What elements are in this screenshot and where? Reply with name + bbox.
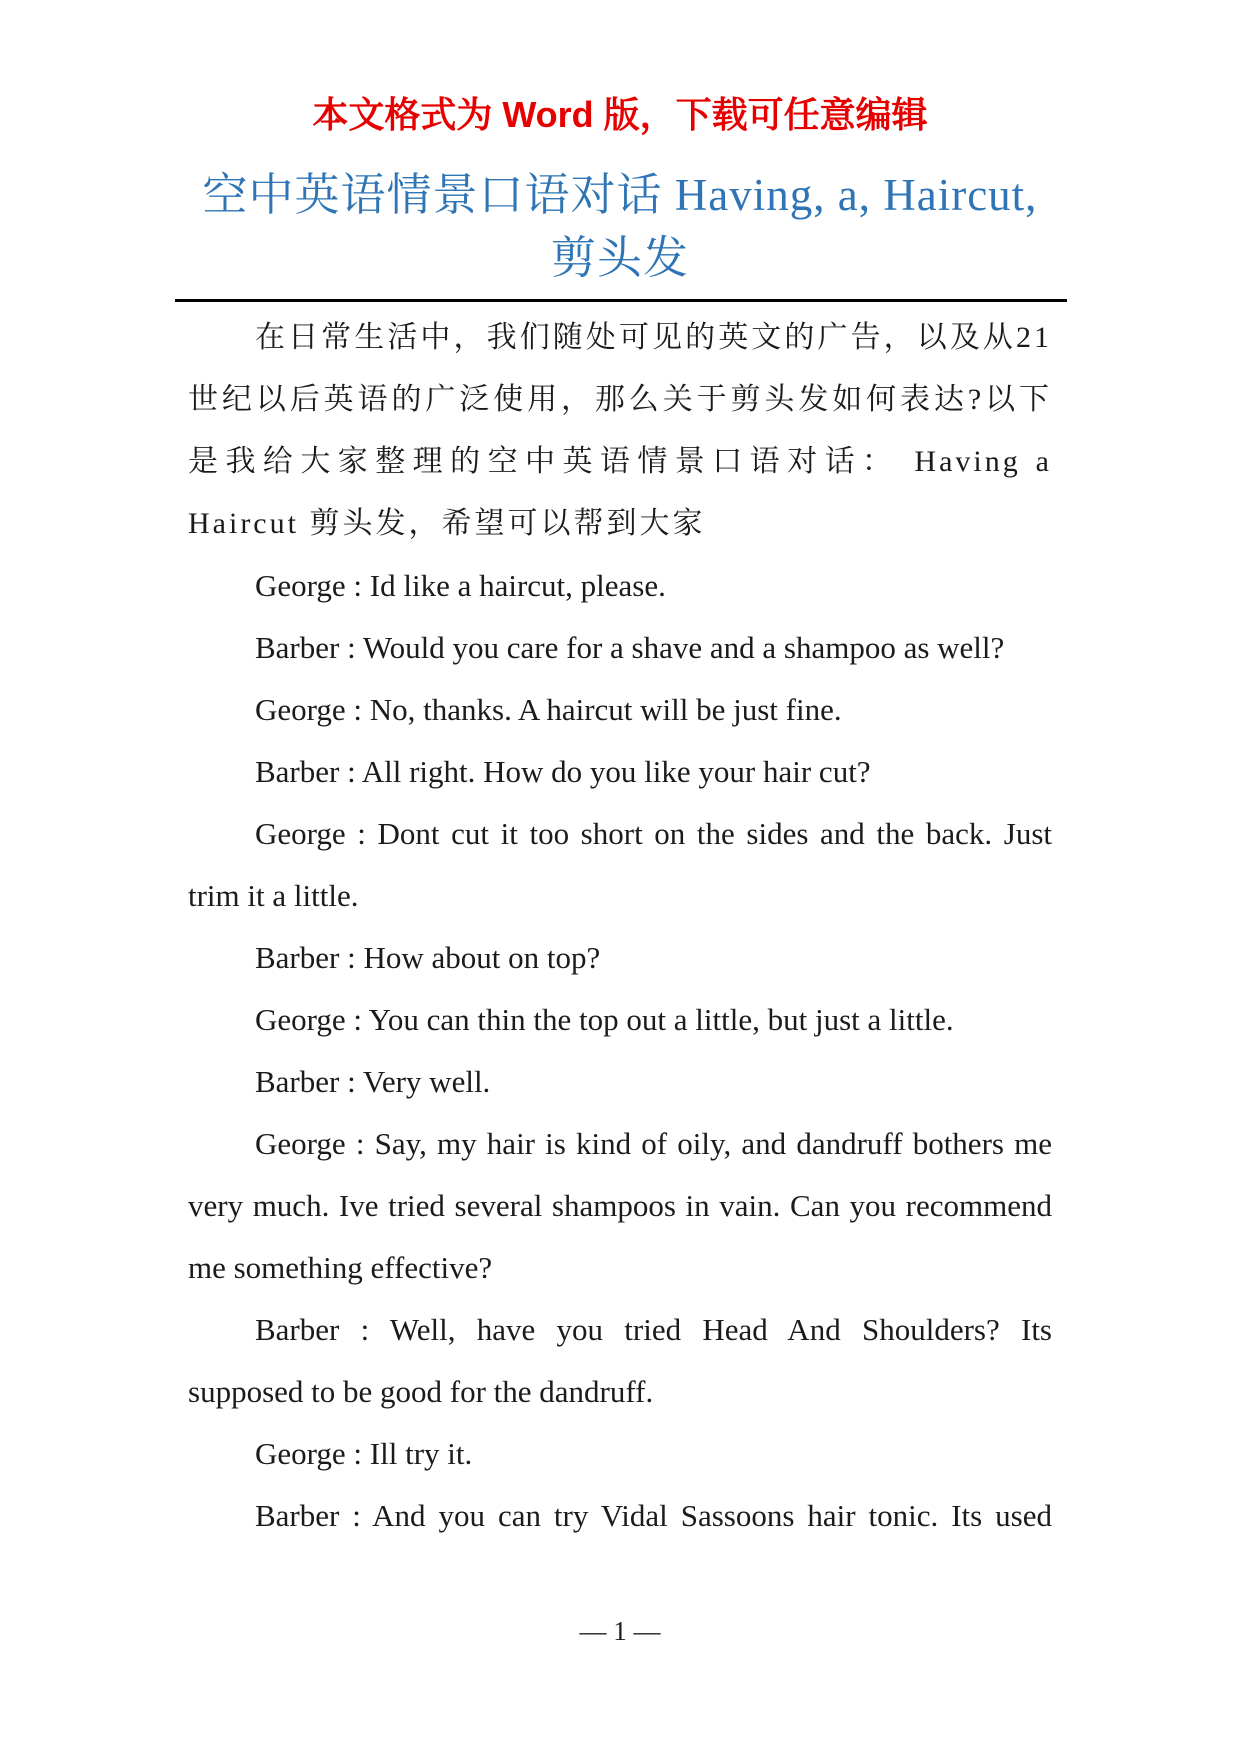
document-title: 空中英语情景口语对话 Having, a, Haircut, 剪头发 xyxy=(202,170,1038,283)
dialogue-line-george: George : No, thanks. A haircut will be just fine. xyxy=(255,692,842,727)
document-body xyxy=(188,307,1052,1609)
dialogue-line-barber: Barber : And you can try Vidal Sassoons hair tonic. Its used xyxy=(255,1498,1052,1533)
dialogue-line-george: George : Id like a haircut, please. xyxy=(255,568,666,603)
page-number: — 1 — xyxy=(579,1616,661,1646)
dialogue-line-barber: Barber : Well, have you tried Head And Shoulders? Its supposed to be good for the dandruff. xyxy=(188,1312,1052,1409)
dialogue-line-george: George : You can thin the top out a little, but just a little. xyxy=(255,1002,954,1037)
dialogue-line-george: George : Say, my hair is kind of oily, and dandruff bothers me very much. Ive tried several shampoos in vain. Can you recommend me something effective? xyxy=(188,1126,1052,1285)
intro-paragraph: 在日常生活中，我们随处可见的英文的广告，以及从21 世纪以后英语的广泛使用，那么关于剪头发如何表达?以下是我给大家整理的空中英语情景口语对话： Having a Haircut 剪头发，希望可以帮到大家 xyxy=(188,321,1052,540)
dialogue-line-george: George : Ill try it. xyxy=(255,1436,473,1471)
header-notice: 本文格式为 Word 版，下载可任意编辑 xyxy=(312,94,928,135)
dialogue-line-barber: Barber : How about on top? xyxy=(255,940,601,975)
dialogue-line-george: George : Dont cut it too short on the sides and the back. Just trim it a little. xyxy=(188,816,1052,913)
dialogue-line-barber: Barber : Very well. xyxy=(255,1064,491,1099)
dialogue-line-barber: Barber : Would you care for a shave and a shampoo as well? xyxy=(255,630,1005,665)
dialogue-line-barber: Barber : All right. How do you like your hair cut? xyxy=(255,754,871,789)
title-rule xyxy=(175,299,1067,302)
